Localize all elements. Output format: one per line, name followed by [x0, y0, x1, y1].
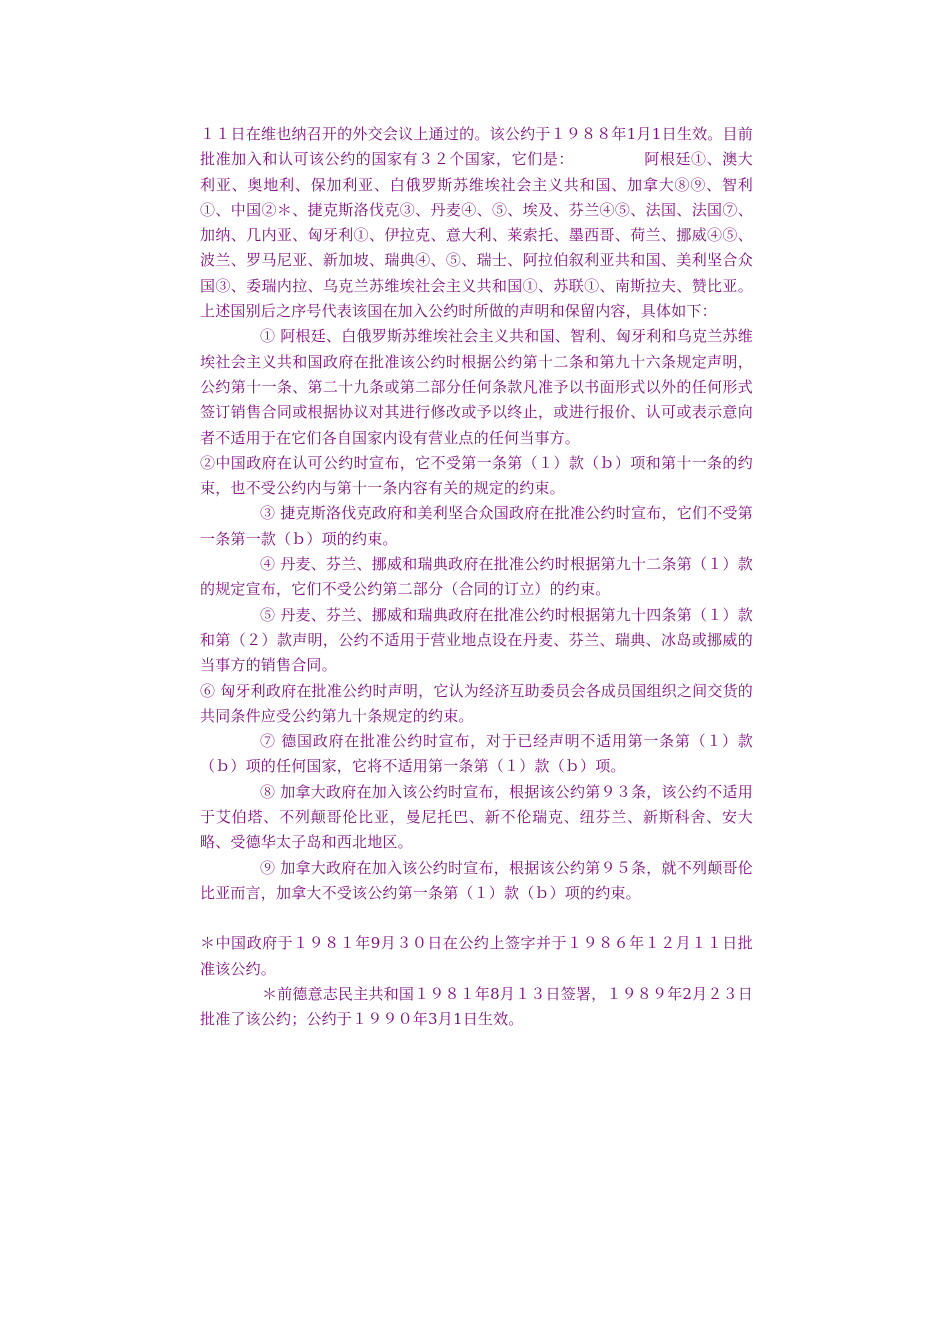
- note-9-paragraph: ⑨ 加拿大政府在加入该公约时宣布，根据该公约第９５条，就不列颠哥伦比亚而言，加拿大不受该公约第一条第（１）款（ｂ）项的约束。: [200, 858, 753, 902]
- note-2-paragraph: ②中国政府在认可公约时宣布，它不受第一条第（１）款（ｂ）项和第十一条的约束，也不受公约内与第十一条内容有关的规定的约束。: [200, 453, 753, 498]
- note-8-paragraph: ⑧ 加拿大政府在加入该公约时宣布，根据该公约第９３条，该公约不适用于艾伯塔、不列颠哥伦比亚，曼尼托巴、新不伦瑞克、纽芬兰、新斯科舍、安大略、受德华太子岛和西北地区。: [200, 782, 753, 852]
- note-4-paragraph: ④ 丹麦、芬兰、挪威和瑞典政府在批准公约时根据第九十二条第（１）款的规定宣布，它们不受公约第二部分（合同的订立）的约束。: [200, 555, 753, 599]
- intro-paragraph: １１日在维也纳召开的外交会议上通过的。该公约于１９８８年1月1日生效。目前批准加入和认可该公约的国家有３２个国家，它们是： 阿根廷①、澳大利亚、奥地利、保加利亚、白俄罗斯苏维埃社会主义共和国、加拿大⑧⑨、智利①、中国②＊、捷克斯洛伐克③、丹麦④、⑤、埃及、芬兰④⑤、法国、法国⑦、加纳、几内亚、匈牙利①、伊拉克、意大利、莱索托、墨西哥、荷兰、挪威④⑤、波兰、罗马尼亚、新加坡、瑞典④、⑤、瑞士、阿拉伯叙利亚共和国、美利坚合众国③、委瑞内拉、乌克兰苏维埃社会主义共和国①、苏联①、南斯拉夫、赞比亚。上述国别后之序号代表该国在加入公约时所做的声明和保留内容，具体如下：: [200, 125, 753, 321]
- note-7-paragraph: ⑦ 德国政府在批准公约时宣布，对于已经声明不适用第一条第（１）款（ｂ）项的任何国家，它将不适用第一条第（１）款（ｂ）项。: [200, 732, 753, 776]
- document-body: [200, 122, 753, 1032]
- note-1-paragraph: ① 阿根廷、白俄罗斯苏维埃社会主义共和国、智利、匈牙利和乌克兰苏维埃社会主义共和国政府在批准该公约时根据公约第十二条和第九十六条规定声明，公约第十一条、第二十九条或第二部分任何条款凡准予以书面形式以外的任何形式签订销售合同或根据协议对其进行修改或予以终止，或进行报价、认可或表示意向者不适用于在它们各自国家内设有营业点的任何当事方。: [200, 327, 753, 447]
- footnote-gdr: ＊前德意志民主共和国１９８１年8月１３日签署，１９８９年2月２３日批准了该公约；公约于１９９０年3月1日生效。: [200, 984, 753, 1029]
- footnote-china: ＊中国政府于１９８１年9月３０日在公约上签字并于１９８６年１２月１１日批准该公约。: [200, 934, 753, 978]
- note-6-paragraph: ⑥ 匈牙利政府在批准公约时声明，它认为经济互助委员会各成员国组织之间交货的共同条件应受公约第九十条规定的约束。: [200, 681, 753, 725]
- note-3-paragraph: ③ 捷克斯洛伐克政府和美利坚合众国政府在批准公约时宣布，它们不受第一条第一款（ｂ）项的约束。: [200, 504, 753, 548]
- note-5-paragraph: ⑤ 丹麦、芬兰、挪威和瑞典政府在批准公约时根据第九十四条第（１）款和第（２）款声明，公约不适用于营业地点设在丹麦、芬兰、瑞典、冰岛或挪威的当事方的销售合同。: [200, 605, 753, 675]
- paragraph-gap: [200, 906, 753, 931]
